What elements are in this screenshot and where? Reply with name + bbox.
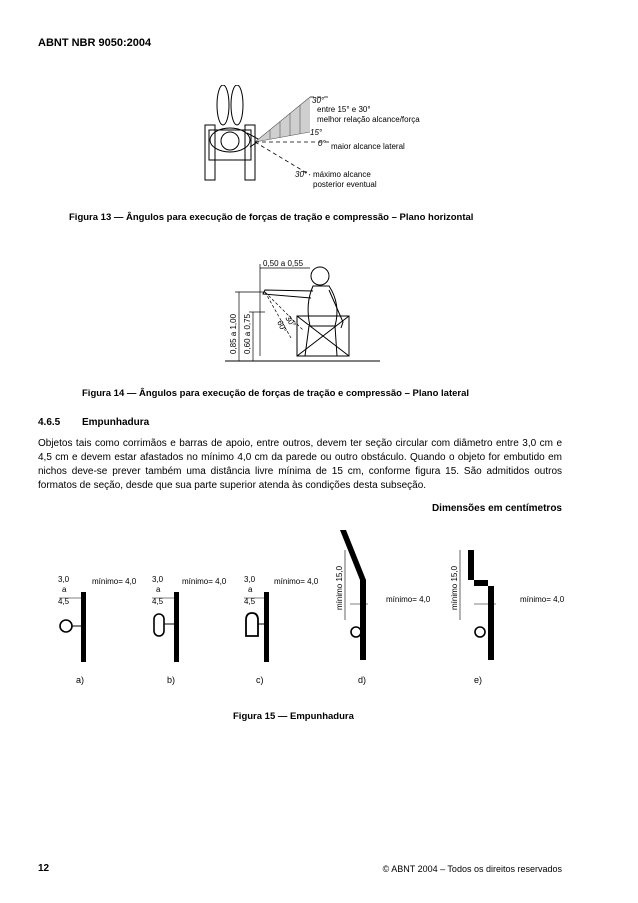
- figure-15-drawing: [50, 520, 570, 690]
- svg-text:melhor relação alcance/força: melhor relação alcance/força: [317, 115, 420, 124]
- section-body: Objetos tais como corrimãos e barras de apoio, entre outros, devem ter seção circular com diâmetro entre 3,0 cm e 4,5 cm e devem estar afastados no mínimo 4,0 cm da parede ou outro obstáculo. Quando o objeto for embutido em nichos deve-se prever também uma distância livre mínima de 15 cm, conforme figura 15. São admitidos outros formatos de seção, desde que sua parte superior atenda às condições desta subseção.: [38, 438, 562, 491]
- figure-13-drawing: [195, 85, 455, 195]
- copyright-notice: © ABNT 2004 – Todos os direitos reservados: [382, 864, 562, 874]
- section-number: 4.6.5: [38, 417, 61, 428]
- svg-text:a: a: [156, 585, 161, 594]
- section-title: Empunhadura: [82, 417, 150, 428]
- panel-e-drawing: [450, 550, 565, 660]
- document-header: ABNT NBR 9050:2004: [38, 37, 152, 49]
- svg-text:0,60 a 0,75: 0,60 a 0,75: [243, 313, 252, 354]
- svg-text:a: a: [248, 585, 253, 594]
- svg-text:mínimo= 4,0: mínimo= 4,0: [520, 595, 565, 604]
- svg-text:4,5: 4,5: [152, 597, 164, 606]
- panel-label-c: c): [256, 675, 264, 685]
- svg-text:30°: 30°: [283, 313, 298, 330]
- svg-text:60°: 60°: [275, 319, 289, 334]
- panel-label-e: e): [474, 675, 483, 685]
- svg-text:3,0: 3,0: [244, 575, 256, 584]
- svg-text:maior alcance lateral: maior alcance lateral: [331, 142, 405, 151]
- section-heading: [38, 417, 149, 428]
- panel-c-drawing: [244, 575, 319, 662]
- panel-b-drawing: [152, 575, 227, 662]
- svg-text:mínimo= 4,0: mínimo= 4,0: [92, 577, 137, 586]
- user-head-side: [311, 267, 329, 285]
- svg-text:posterior eventual: posterior eventual: [313, 180, 377, 189]
- panel-label-a: a): [76, 675, 85, 685]
- svg-text:a: a: [62, 585, 67, 594]
- svg-text:máximo alcance: máximo alcance: [313, 170, 371, 179]
- svg-text:mínimo= 4,0: mínimo= 4,0: [274, 577, 319, 586]
- page-number: 12: [38, 863, 50, 874]
- svg-text:30°: 30°: [312, 96, 325, 105]
- svg-text:mínimo= 4,0: mínimo= 4,0: [182, 577, 227, 586]
- dimensions-note: Dimensões em centímetros: [431, 503, 562, 514]
- panel-label-b: b): [167, 675, 176, 685]
- panel-d-drawing: [335, 530, 431, 660]
- panel-label-d: d): [358, 675, 367, 685]
- svg-text:mínimo= 4,0: mínimo= 4,0: [386, 595, 431, 604]
- svg-text:0,50 a 0,55: 0,50 a 0,55: [263, 259, 304, 268]
- svg-text:4,5: 4,5: [244, 597, 256, 606]
- svg-text:30°: 30°: [295, 170, 308, 179]
- svg-text:3,0: 3,0: [152, 575, 164, 584]
- user-head-top: [221, 132, 239, 150]
- figure-14-drawing: [225, 256, 385, 366]
- svg-text:15°: 15°: [310, 128, 323, 137]
- figure-14-caption: Figura 14 — Ângulos para execução de forças de tração e compressão – Plano lateral: [82, 388, 470, 399]
- svg-text:mínimo 15,0: mínimo 15,0: [335, 565, 344, 610]
- figure-15-caption: Figura 15 — Empunhadura: [233, 711, 354, 722]
- svg-text:entre 15° e 30°: entre 15° e 30°: [317, 105, 371, 114]
- svg-text:4,5: 4,5: [58, 597, 70, 606]
- svg-text:mínimo 15,0: mínimo 15,0: [450, 565, 459, 610]
- svg-text:0,85 a 1,00: 0,85 a 1,00: [229, 313, 238, 354]
- svg-text:0°: 0°: [318, 139, 326, 148]
- figure-13-caption: Figura 13 — Ângulos para execução de forças de tração e compressão – Plano horizontal: [69, 212, 474, 223]
- panel-a-drawing: [58, 575, 137, 662]
- svg-text:3,0: 3,0: [58, 575, 70, 584]
